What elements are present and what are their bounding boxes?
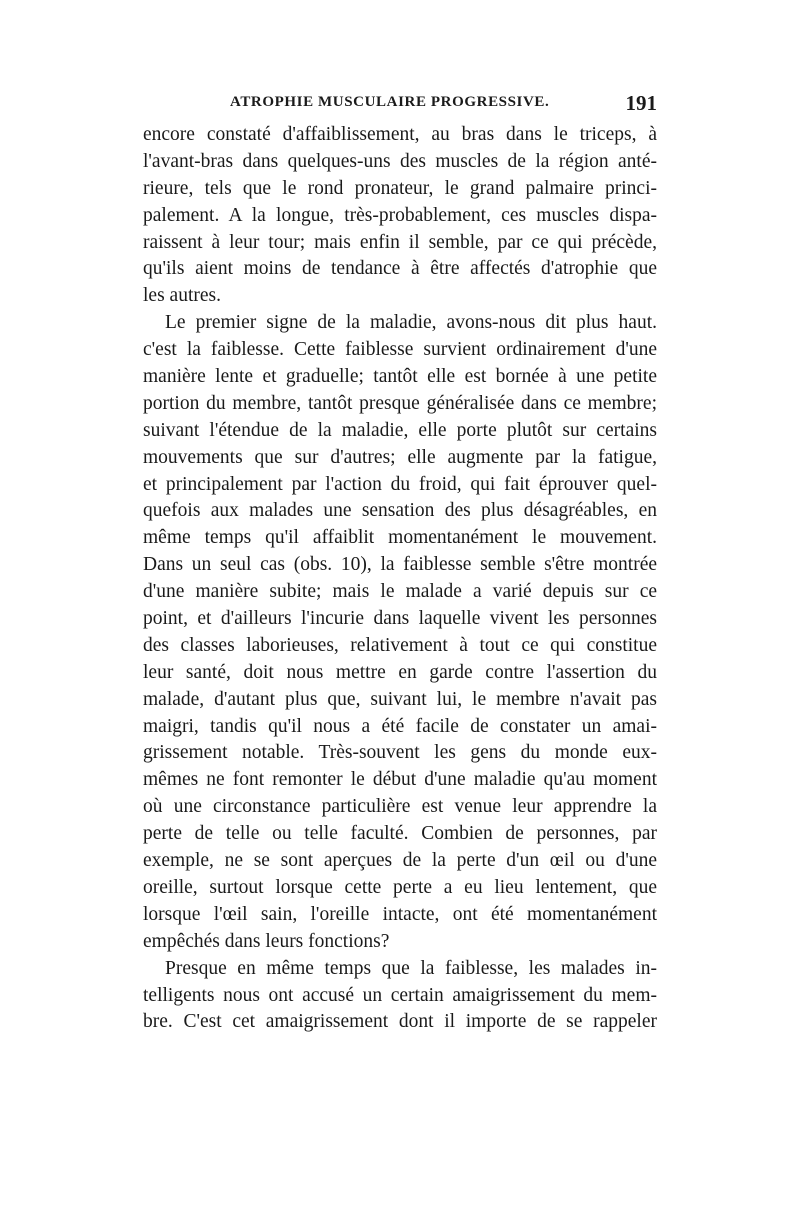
text-line: même temps qu'il affaiblit momentanément le mouvement.: [143, 527, 657, 549]
paragraph: [143, 956, 657, 1037]
text-line: leur santé, doit nous mettre en garde contre l'assertion du: [143, 661, 657, 683]
text-line: telligents nous ont accusé un certain amaigrissement du mem-: [143, 984, 657, 1006]
text-line: perte de telle ou telle faculté. Combien de personnes, par: [143, 823, 657, 845]
text-line: quefois aux malades une sensation des plus désagréables, en: [143, 500, 657, 522]
running-title: ATROPHIE MUSCULAIRE PROGRESSIVE.: [230, 94, 550, 110]
text-line: raissent à leur tour; mais enfin il semble, par ce qui précède,: [143, 231, 657, 253]
text-line: où une circonstance particulière est venue leur apprendre la: [143, 796, 657, 818]
text-line: empêchés dans leurs fonctions?: [143, 930, 390, 952]
text-line: palement. A la longue, très-probablement, ces muscles dispa-: [143, 204, 657, 226]
paragraph: [143, 122, 657, 310]
text-line: suivant l'étendue de la maladie, elle porte plutôt sur certains: [143, 419, 657, 441]
page-number: 191: [625, 91, 657, 115]
text-line: Le premier signe de la maladie, avons-nous dit plus haut.: [165, 312, 657, 334]
text-line: bre. C'est cet amaigrissement dont il importe de se rappeler: [143, 1011, 657, 1033]
text-line: malade, d'autant plus que, suivant lui, le membre n'avait pas: [143, 688, 657, 710]
text-line: manière lente et graduelle; tantôt elle est bornée à une petite: [143, 366, 657, 388]
text-line: mouvements que sur d'autres; elle augmente par la fatigue,: [143, 446, 657, 468]
text-line: lorsque l'œil sain, l'oreille intacte, ont été momentanément: [143, 903, 657, 925]
text-line: d'une manière subite; mais le malade a varié depuis sur ce: [143, 581, 657, 603]
paragraph: [143, 310, 657, 955]
body-text: [143, 122, 657, 1036]
text-line: Dans un seul cas (obs. 10), la faiblesse semble s'être montrée: [143, 554, 657, 576]
text-line: qu'ils aient moins de tendance à être affectés d'atrophie que: [143, 258, 657, 280]
text-line: portion du membre, tantôt presque généralisée dans ce membre;: [143, 392, 657, 414]
text-line: et principalement par l'action du froid, qui fait éprouver quel-: [143, 473, 657, 495]
text-line: rieure, tels que le rond pronateur, le grand palmaire princi-: [143, 177, 657, 199]
text-line: des classes laborieuses, relativement à tout ce qui constitue: [143, 634, 657, 656]
text-line: l'avant-bras dans quelques-uns des muscles de la région anté-: [143, 150, 657, 172]
running-header: [143, 91, 657, 122]
text-line: oreille, surtout lorsque cette perte a eu lieu lentement, que: [143, 876, 657, 898]
text-line: Presque en même temps que la faiblesse, les malades in-: [165, 957, 657, 979]
text-line: mêmes ne font remonter le début d'une maladie qu'au moment: [143, 769, 657, 791]
text-line: point, et d'ailleurs l'incurie dans laquelle vivent les personnes: [143, 608, 657, 630]
text-line: exemple, ne se sont aperçues de la perte d'un œil ou d'une: [143, 850, 657, 872]
text-line: encore constaté d'affaiblissement, au bras dans le triceps, à: [143, 124, 657, 145]
text-line: maigri, tandis qu'il nous a été facile de constater un amai-: [143, 715, 657, 737]
text-line: grissement notable. Très-souvent les gens du monde eux-: [143, 742, 657, 764]
text-line: c'est la faiblesse. Cette faiblesse survient ordinairement d'une: [143, 339, 657, 361]
text-line: les autres.: [143, 285, 221, 307]
